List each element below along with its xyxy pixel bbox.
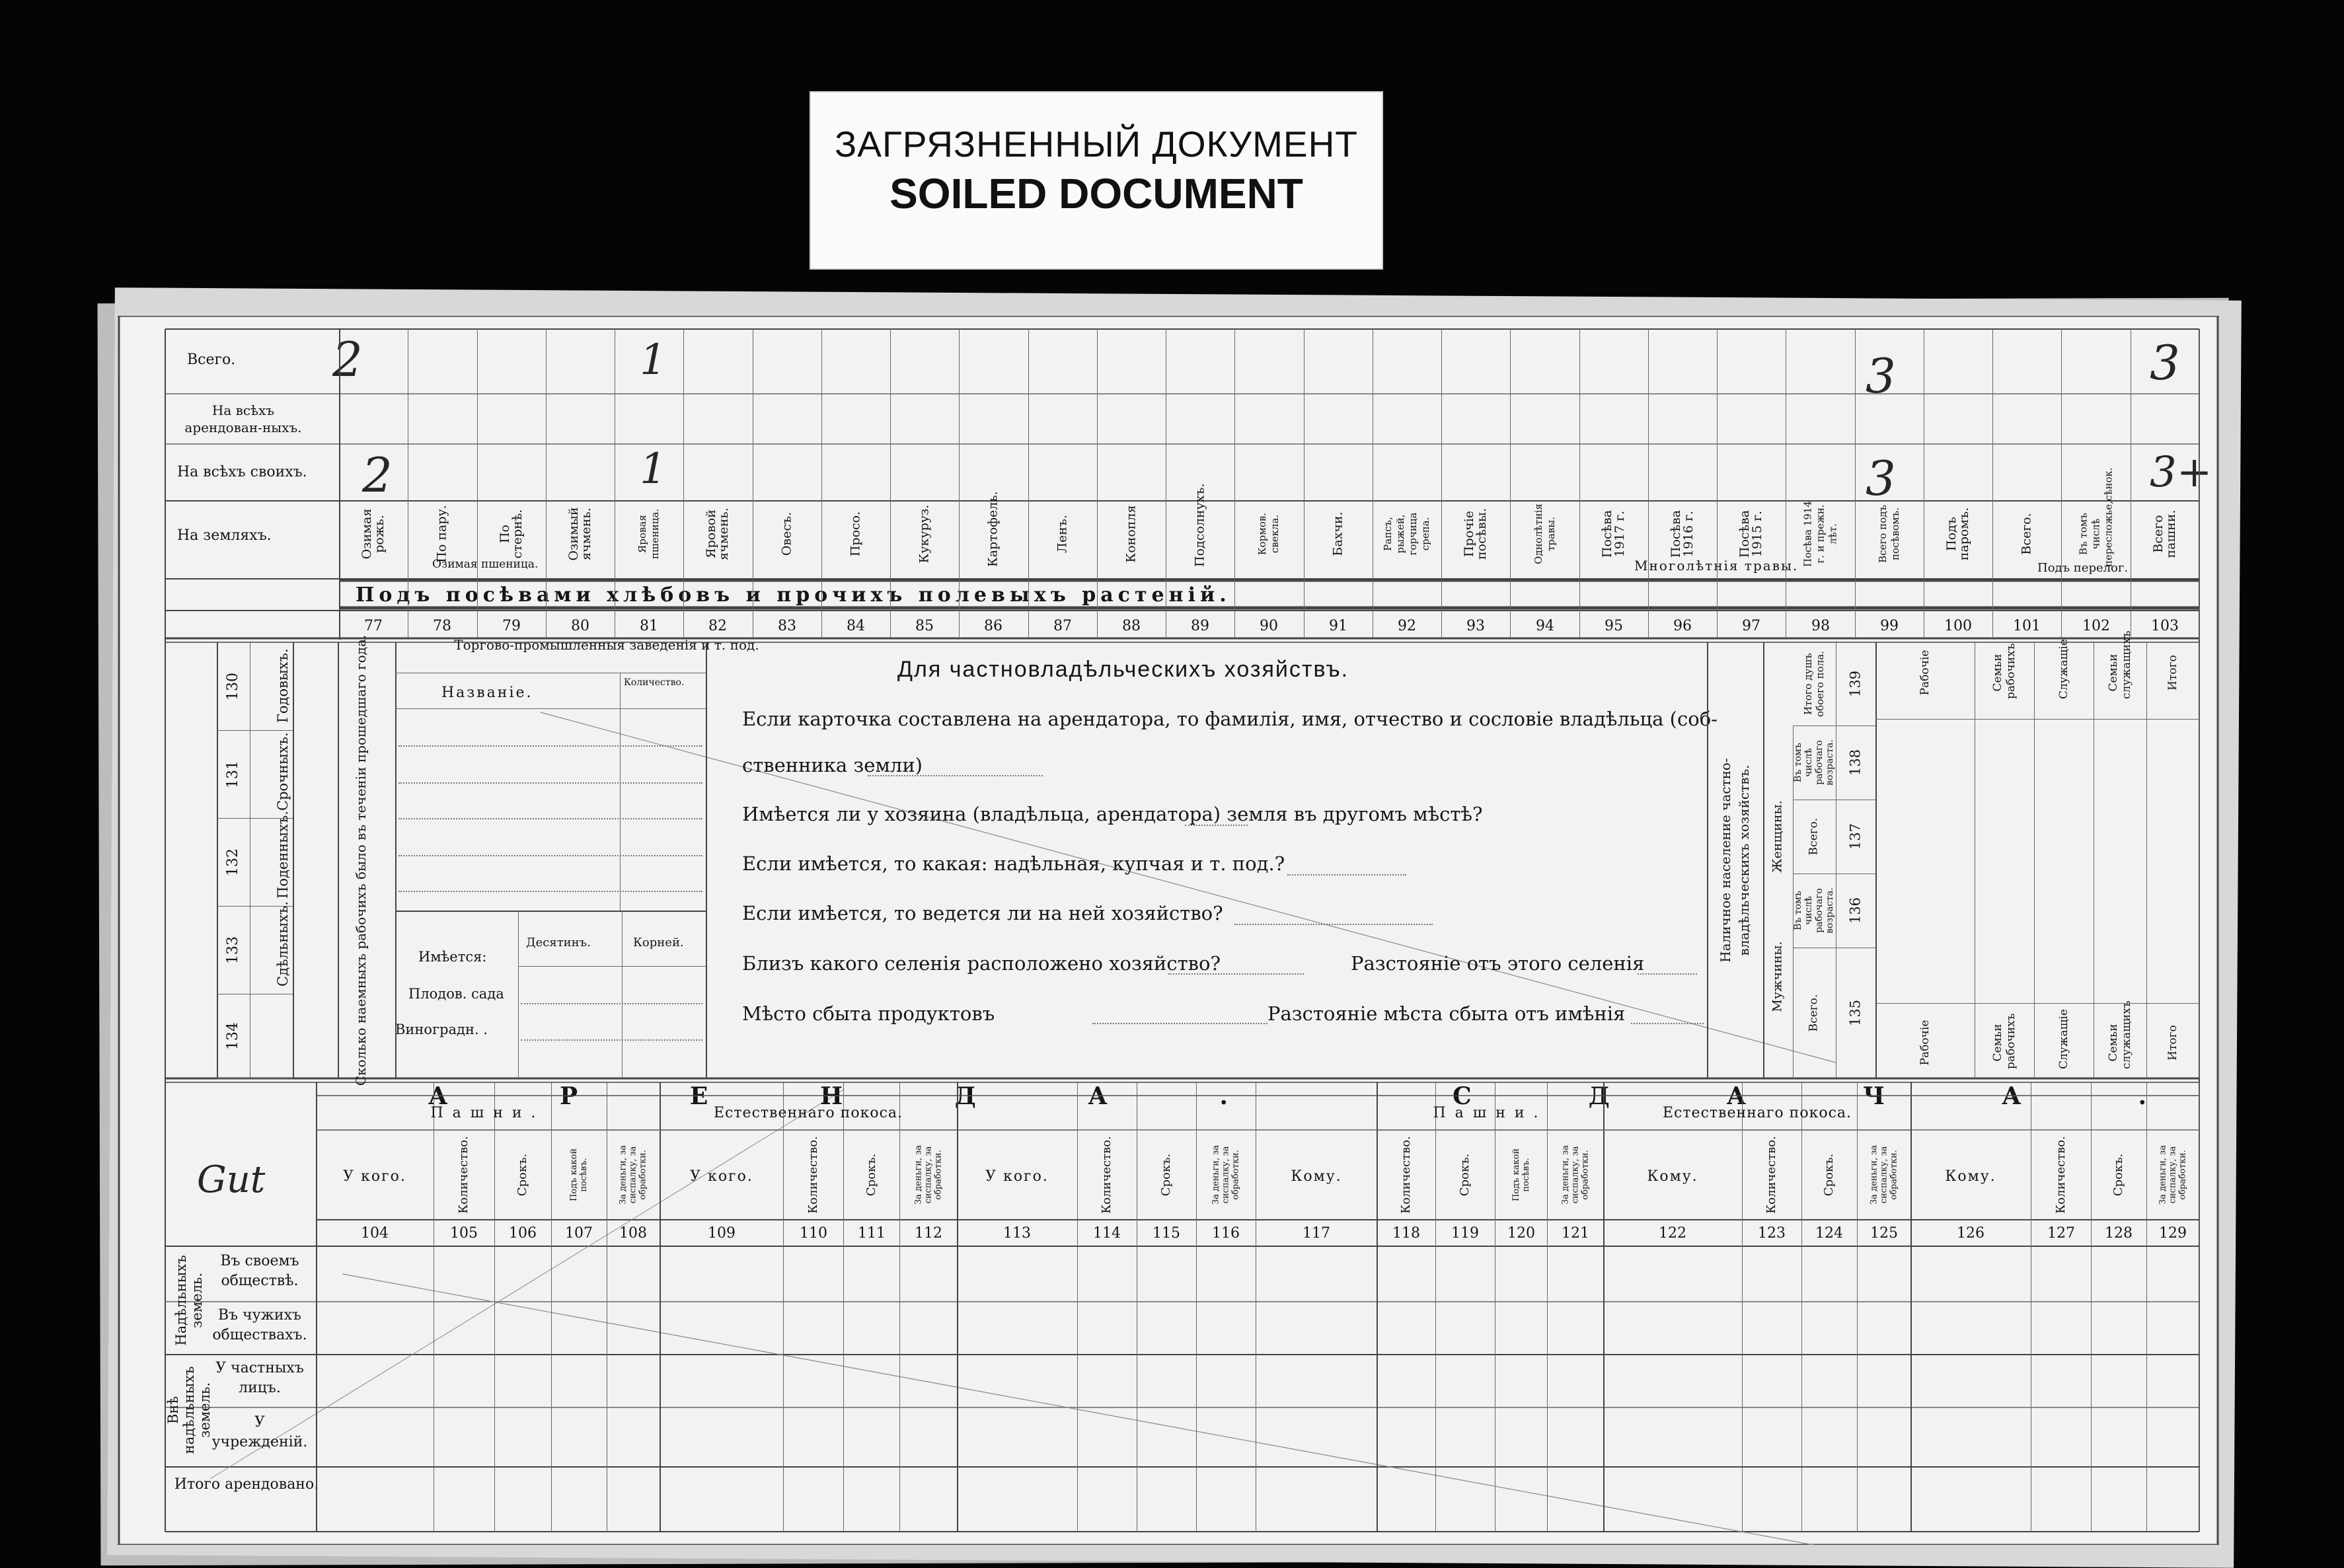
bottom-col-number: 126 [1957, 1225, 1985, 1242]
bottom-group-pashni: Пашни. [1433, 1105, 1548, 1121]
top-col-header: Бахчи. [1330, 511, 1345, 556]
top-col-header: Подсолнухъ. [1192, 483, 1207, 567]
hired-label: Годовыхъ. [275, 648, 291, 723]
bottom-group-pashni: Пашни. [430, 1105, 545, 1121]
top-col-number: 95 [1605, 618, 1623, 634]
top-col-header: Просо. [848, 511, 863, 557]
garden-vineyard: Виноградн. . [395, 1022, 488, 1037]
heading-letter: Е [689, 1082, 708, 1110]
top-col-line [1648, 329, 1649, 640]
hired-line-outer [338, 642, 339, 1078]
top-col-header: По стернѣ. [498, 509, 525, 559]
bottom-left-sep [316, 1246, 317, 1532]
bottom-col-header: Подъ какой посѣвъ. [569, 1148, 589, 1202]
sub-label-wheat: Озимая пшеница. [432, 558, 539, 571]
heading-letter: Д [1588, 1082, 1610, 1110]
garden-col1 [518, 911, 519, 1078]
band-title: Подъ посѣвами хлѣбовъ и прочихъ полевыхъ растеній. [356, 583, 1231, 607]
hw-own-wheat: 1 [640, 445, 667, 494]
garden-dots-2 [521, 1039, 702, 1041]
hired-label: Срочныхъ. [275, 732, 291, 811]
bottom-col-number: 122 [1659, 1225, 1686, 1242]
top-col-number: 86 [984, 618, 1002, 634]
bottom-col-number: 110 [800, 1225, 827, 1242]
bottom-col-header: Срокъ. [2111, 1153, 2125, 1197]
top-col-number: 85 [915, 618, 934, 634]
bottom-col-header: За деньги, за сиспалку, за обработки. [913, 1145, 944, 1205]
bottom-col-header: Срокъ. [515, 1153, 529, 1197]
bottom-col-number: 124 [1815, 1225, 1843, 1242]
bottom-col-header: Кому. [1291, 1168, 1342, 1185]
top-col-line [1234, 329, 1235, 640]
bottom-col-number: 109 [708, 1225, 736, 1242]
right-col-footer: Семьи служащихъ [2107, 1000, 2133, 1069]
top-col-line [1579, 329, 1580, 640]
hw-own-sown: 3 [1866, 451, 1896, 506]
bottom-col-line [843, 1082, 844, 1532]
top-col-number: 82 [708, 618, 727, 634]
heading-letter: С [1453, 1082, 1472, 1110]
bottom-col-number: 116 [1212, 1225, 1240, 1242]
hired-number: 133 [225, 936, 241, 964]
bottom-col-number: 105 [450, 1225, 478, 1242]
trade-right [706, 642, 707, 1078]
q5b: Разстояніе отъ этого селенія [1351, 952, 1645, 975]
right-col-header: Семьи служащихъ [2107, 630, 2133, 699]
answer-dots [1092, 1023, 1267, 1024]
bottom-col-header: Количество. [806, 1136, 820, 1214]
top-col-line [959, 329, 960, 640]
top-col-number: 89 [1191, 618, 1209, 634]
bottom-col-number: 121 [1562, 1225, 1589, 1242]
bottom-col-number: 117 [1303, 1225, 1330, 1242]
top-col-number: 90 [1260, 618, 1278, 634]
label-english: SOILED DOCUMENT [889, 170, 1303, 217]
top-col-number: 88 [1122, 618, 1141, 634]
sub-label-fallow: Подъ перелог. [2037, 561, 2129, 575]
q5: Близъ какого селенія расположено хозяйство? [742, 952, 1221, 975]
top-col-header: Рапсъ, рыжей, горчица срепа. [1382, 512, 1431, 556]
q1-line2: ственника земли) [742, 754, 923, 776]
bottom-col-number: 114 [1093, 1225, 1121, 1242]
top-col-header: Всего. [2019, 513, 2034, 555]
top-col-number: 102 [2082, 618, 2110, 634]
bottom-col-number: 123 [1758, 1225, 1786, 1242]
right-col-line [2034, 642, 2035, 1078]
bottom-col-header: За деньги, за сиспалку, за обработки. [618, 1145, 648, 1205]
bottom-col-line [2091, 1082, 2092, 1532]
bottom-col-header: За деньги, за сиспалку, за обработки. [1869, 1145, 1899, 1205]
heading-letter: . [2138, 1082, 2146, 1110]
top-col-header: Конопля [1123, 505, 1139, 563]
trade-dotted-row [398, 782, 702, 784]
top-col-header: Прочіе посѣвы. [1462, 507, 1489, 560]
hired-line-left [217, 642, 218, 1078]
bottom-col-number: 115 [1153, 1225, 1180, 1242]
top-col-line [1510, 329, 1511, 640]
answer-dots [1234, 924, 1433, 925]
sub-label-grass: Многолѣтнія травы. [1634, 558, 1799, 574]
heading-letter: Ч [1863, 1082, 1885, 1110]
top-col-number: 80 [571, 618, 589, 634]
bottom-col-header: У кого. [343, 1168, 406, 1185]
heading-letter: Н [819, 1082, 843, 1110]
top-col-line [546, 329, 547, 640]
top-col-number: 93 [1466, 618, 1485, 634]
top-col-number: 94 [1536, 618, 1554, 634]
bottom-col-line [2146, 1082, 2147, 1532]
hired-row-line [217, 1078, 293, 1079]
trade-dotted-row [398, 855, 702, 856]
answer-dots [1185, 825, 1248, 826]
group-allot: Надѣльныхъ земель. [173, 1255, 205, 1346]
bottom-col-header: Количество. [1399, 1136, 1413, 1214]
right-col-footer: Итого [2166, 1025, 2179, 1061]
row-institutions: У учрежденій. [211, 1414, 308, 1450]
private-title: Для частновладѣльческихъ хозяйствъ. [897, 657, 1349, 682]
bottom-col-line [1910, 1082, 1912, 1532]
hired-number: 132 [225, 848, 241, 876]
presence-l2 [1763, 642, 1764, 1078]
bottom-group-pokos: Естественнаго покоса. [713, 1105, 903, 1121]
bottom-col-line [1857, 1082, 1858, 1532]
soiled-document-label [810, 91, 1383, 270]
top-col-header: Посѣва 1917 г. [1600, 509, 1627, 558]
presence-incl-m: Въ томъ числѣ рабочаго возраста. [1793, 887, 1835, 934]
top-col-number: 84 [847, 618, 865, 634]
bottom-col-line [1377, 1082, 1378, 1532]
garden-roots-header: Корней. [633, 936, 684, 950]
top-col-number: 96 [1673, 618, 1692, 634]
top-col-number: 77 [364, 618, 383, 634]
right-col-footer: Служащіе [2057, 1009, 2070, 1069]
q6b: Разстояніе мѣста сбыта отъ имѣнія [1267, 1002, 1626, 1025]
presence-left [1707, 642, 1708, 1078]
hw-bottom-note: Gut [197, 1158, 266, 1201]
bottom-col-header: За деньги, за сиспалку, за обработки. [1211, 1145, 1241, 1205]
top-col-number: 87 [1053, 618, 1072, 634]
row-own-society: Въ своемъ обществѣ. [220, 1253, 299, 1289]
bottom-col-number: 125 [1870, 1225, 1898, 1242]
top-col-number: 97 [1742, 618, 1760, 634]
right-col-header: Рабочіе [1918, 650, 1932, 696]
top-col-number: 79 [502, 618, 521, 634]
bottom-group-pokos: Естественнаго покоса. [1662, 1105, 1852, 1121]
bottom-col-number: 111 [858, 1225, 886, 1242]
q2: Имѣется ли у хозяина (владѣльца, арендатора) земля въ другомъ мѣстѣ? [742, 803, 1483, 825]
bottom-col-line [1801, 1082, 1802, 1532]
top-col-header: Однолѣтнія травы. [1532, 504, 1557, 564]
group-line-right [1377, 1130, 1910, 1131]
bottom-col-header: Количество. [1100, 1136, 1114, 1214]
garden-dots-1 [521, 1003, 702, 1004]
bottom-col-line [494, 1082, 495, 1532]
bottom-col-line [957, 1082, 958, 1532]
bottom-col-line [1435, 1082, 1436, 1532]
top-col-header: Ленъ. [1055, 515, 1070, 553]
label-russian: ЗАГРЯЗНЕННЫЙ ДОКУМЕНТ [835, 124, 1358, 165]
group-non-allot: Внѣ надѣльныхъ земель. [165, 1366, 213, 1454]
bottom-col-number: 106 [509, 1225, 537, 1242]
hw-total-rye: 2 [332, 332, 363, 387]
bottom-col-number: 107 [565, 1225, 593, 1242]
census-card [118, 316, 2219, 1545]
top-col-header: Картофель. [985, 491, 1001, 567]
hired-number: 134 [225, 1022, 241, 1050]
bottom-col-header: За деньги, за сиспалку, за обработки. [2158, 1145, 2188, 1205]
bottom-col-header: За деньги, за сиспалку, за обработки. [1560, 1145, 1591, 1205]
right-col-header: Итого [2166, 655, 2179, 691]
q1-line1: Если карточка составлена на арендатора, то фамилія, имя, отчество и сословіе владѣльца (соб- [742, 708, 1718, 730]
bottom-col-header: Количество. [2054, 1136, 2068, 1214]
hw-total-wheat: 1 [640, 336, 667, 385]
row-label-rented: На всѣхъ арендован-ныхъ. [184, 402, 302, 435]
presence-total-m: Всего. [1807, 994, 1821, 1032]
heading-letter: Р [560, 1082, 578, 1110]
garden-col2 [622, 911, 623, 1078]
bottom-col-number: 104 [361, 1225, 389, 1242]
bottom-col-number: 112 [915, 1225, 942, 1242]
top-col-number: 78 [433, 618, 451, 634]
top-col-number: 101 [2013, 618, 2041, 634]
bottom-col-line [899, 1082, 900, 1532]
trade-under-header [395, 708, 706, 709]
garden-top [395, 911, 706, 912]
top-col-line [821, 329, 822, 640]
right-col-header: Служащіе [2057, 639, 2070, 699]
hired-label: Поденныхъ. [275, 811, 291, 899]
presence-l5 [1875, 642, 1877, 1078]
bottom-col-line [1742, 1082, 1743, 1532]
bottom-col-number: 129 [2159, 1225, 2187, 1242]
bottom-col-header: Кому. [1945, 1168, 1996, 1185]
top-col-header: Овесъ. [779, 511, 794, 556]
top-col-header: Всего пашни. [2151, 509, 2178, 558]
presence-total-souls: Итого душъ обоего пола. [1802, 651, 1826, 717]
presence-caption: Наличное население частно-владѣльческихъ хозяйствъ. [1718, 758, 1752, 963]
presence-number: 137 [1847, 823, 1864, 850]
bottom-col-number: 120 [1507, 1225, 1535, 1242]
bottom-col-line [1603, 1082, 1605, 1532]
top-col-header: Посѣва 1916 г. [1669, 509, 1696, 558]
top-col-line [2199, 329, 2200, 640]
bottom-col-number: 118 [1392, 1225, 1420, 1242]
garden-dess-header: Десятинъ. [526, 936, 591, 950]
row-total-rented: Итого арендовано. [174, 1476, 319, 1493]
bottom-col-header: Подъ какой посѣвъ. [1511, 1148, 1531, 1202]
top-col-header: Въ томъ числѣ пересложье,сѣнок. [2077, 467, 2115, 567]
card-grid [118, 316, 2219, 1545]
top-col-number: 103 [2151, 618, 2179, 634]
hw-total-plough: 3 [2150, 335, 2180, 391]
bottom-col-header: Количество. [457, 1136, 471, 1214]
top-col-line [890, 329, 891, 640]
bottom-col-number: 128 [2105, 1225, 2133, 1242]
row-label-on-lands: На земляхъ. [177, 527, 272, 544]
trade-title: Торгово-промышленныя заведенія и т. под. [454, 637, 759, 653]
bottom-col-line [1196, 1082, 1197, 1532]
garden-orchard: Плодов. сада [408, 986, 504, 1002]
heading-letter: Д [954, 1082, 976, 1110]
top-col-line [683, 329, 684, 640]
bottom-col-number: 113 [1003, 1225, 1031, 1242]
top-col-number: 99 [1880, 618, 1899, 634]
hired-row-line [217, 730, 293, 731]
top-col-header: Кукуруз. [917, 504, 932, 564]
top-col-line [2061, 329, 2062, 640]
bottom-col-line [660, 1082, 661, 1532]
presence-women: Женщины. [1770, 800, 1785, 873]
garden-has: Имѣется: [418, 949, 487, 965]
bottom-col-header: Срокъ. [1822, 1153, 1836, 1197]
q3: Если имѣется, то какая: надѣльная, купчая и т. под.? [742, 852, 1285, 875]
answer-dots [1287, 874, 1406, 876]
bottom-col-line [1547, 1082, 1548, 1532]
top-col-line [1028, 329, 1029, 640]
heading-letter: . [1219, 1082, 1228, 1110]
top-col-number: 81 [640, 618, 658, 634]
bottom-col-header: Срокъ. [864, 1153, 878, 1197]
presence-number: 138 [1847, 749, 1864, 776]
right-col-footer: Рабочіе [1918, 1020, 1932, 1066]
bottom-col-header: Срокъ. [1458, 1153, 1472, 1197]
heading-letter: А [428, 1082, 448, 1110]
trade-dotted-row [398, 818, 702, 819]
trade-qty-header: Количество. [624, 677, 685, 688]
bottom-col-header: Количество. [1764, 1136, 1778, 1214]
bottom-col-header: У кого. [690, 1168, 753, 1185]
top-col-line [1992, 329, 1993, 640]
right-col-line [2199, 642, 2200, 1078]
row-foreign-society: Въ чужихъ обществахъ. [212, 1307, 307, 1343]
trade-name-header: Названіе. [441, 685, 533, 701]
q4: Если имѣется, то ведется ли на ней хозяйство? [742, 902, 1223, 924]
q6: Мѣсто сбыта продуктовъ [742, 1002, 995, 1025]
presence-number: 136 [1847, 897, 1864, 924]
bottom-col-number: 108 [619, 1225, 647, 1242]
garden-header-line [518, 966, 706, 967]
hired-label: Сдѣльныхъ. [275, 901, 291, 987]
top-col-number: 100 [1944, 618, 1972, 634]
heading-letter: А [2002, 1082, 2022, 1110]
top-col-line [477, 329, 478, 640]
hw-total-sown: 3 [1866, 348, 1896, 404]
right-col-line [2146, 642, 2147, 1078]
right-top-line [1875, 719, 2199, 720]
hw-own-rye: 2 [362, 447, 393, 503]
bottom-col-header: Кому. [1647, 1168, 1698, 1185]
answer-dots [868, 775, 1043, 776]
hired-number: 130 [225, 673, 241, 700]
bottom-col-line [551, 1082, 552, 1532]
top-col-header: Кормов. свекла. [1256, 512, 1281, 556]
bottom-col-header: У кого. [985, 1168, 1049, 1185]
top-col-number: 91 [1329, 618, 1347, 634]
bottom-col-line [2199, 1082, 2200, 1532]
top-col-header: Посѣва 1915 г. [1737, 509, 1764, 558]
row-label-total: Всего. [187, 352, 236, 368]
top-col-header: Яровой ячмень. [704, 507, 731, 560]
heading-letter: А [1088, 1082, 1108, 1110]
top-col-header: Озимая рожь. [359, 508, 387, 560]
top-col-line [1717, 329, 1718, 640]
hired-line-right [293, 642, 294, 1078]
row-private-persons: У частныхъ лицъ. [215, 1360, 304, 1396]
right-col-footer: Семьи рабочихъ [1991, 1013, 2018, 1069]
trade-dotted-row [398, 891, 702, 892]
answer-dots [1168, 973, 1304, 975]
bottom-col-header: Срокъ. [1159, 1153, 1173, 1197]
top-col-header: Всего подъ посѣвомъ. [1877, 505, 1901, 563]
top-col-line [1855, 329, 1856, 640]
trade-qty-line [620, 673, 621, 911]
top-col-line [1097, 329, 1098, 640]
top-col-header: Посѣва 1914 г. и прежн. лѣт. [1801, 501, 1839, 567]
group-line-left [316, 1130, 1077, 1131]
answer-dots [1638, 973, 1697, 975]
top-col-header: Яровая пшеница. [636, 508, 661, 560]
presence-men: Мужчины. [1770, 941, 1785, 1012]
top-col-line [1441, 329, 1442, 640]
top-col-number: 83 [778, 618, 796, 634]
heading-letter: А [1726, 1082, 1747, 1110]
bottom-col-line [1077, 1082, 1078, 1532]
top-col-header: Озимый ячмень. [566, 507, 593, 561]
right-bottom-line [1875, 1003, 2199, 1004]
bottom-col-number: 119 [1451, 1225, 1479, 1242]
top-col-number: 92 [1398, 618, 1416, 634]
presence-total-w: Всего. [1807, 817, 1821, 856]
top-col-header: По пару. [434, 505, 449, 563]
presence-incl-w: Въ томъ числѣ рабочаго возраста. [1793, 739, 1835, 786]
row-label-own: На всѣхъ своихъ. [177, 464, 307, 480]
trade-dotted-row [398, 745, 702, 747]
hired-caption: Сколько наемныхъ рабочихъ было въ теченіи прошедшаго года. [353, 634, 369, 1086]
top-col-header: Подъ паромъ. [1944, 507, 1971, 561]
top-col-line-start [339, 329, 340, 640]
answer-dots [1631, 1023, 1704, 1024]
trade-left [395, 642, 397, 1078]
bottom-col-line [783, 1082, 784, 1532]
bottom-col-number: 127 [2047, 1225, 2075, 1242]
right-col-header: Семьи рабочихъ [1991, 643, 2018, 699]
presence-number: 135 [1847, 999, 1864, 1027]
hw-own-plough: 3+ [2150, 448, 2212, 497]
hired-number: 131 [225, 761, 241, 788]
top-col-number: 98 [1811, 618, 1830, 634]
presence-number: 139 [1847, 670, 1864, 698]
